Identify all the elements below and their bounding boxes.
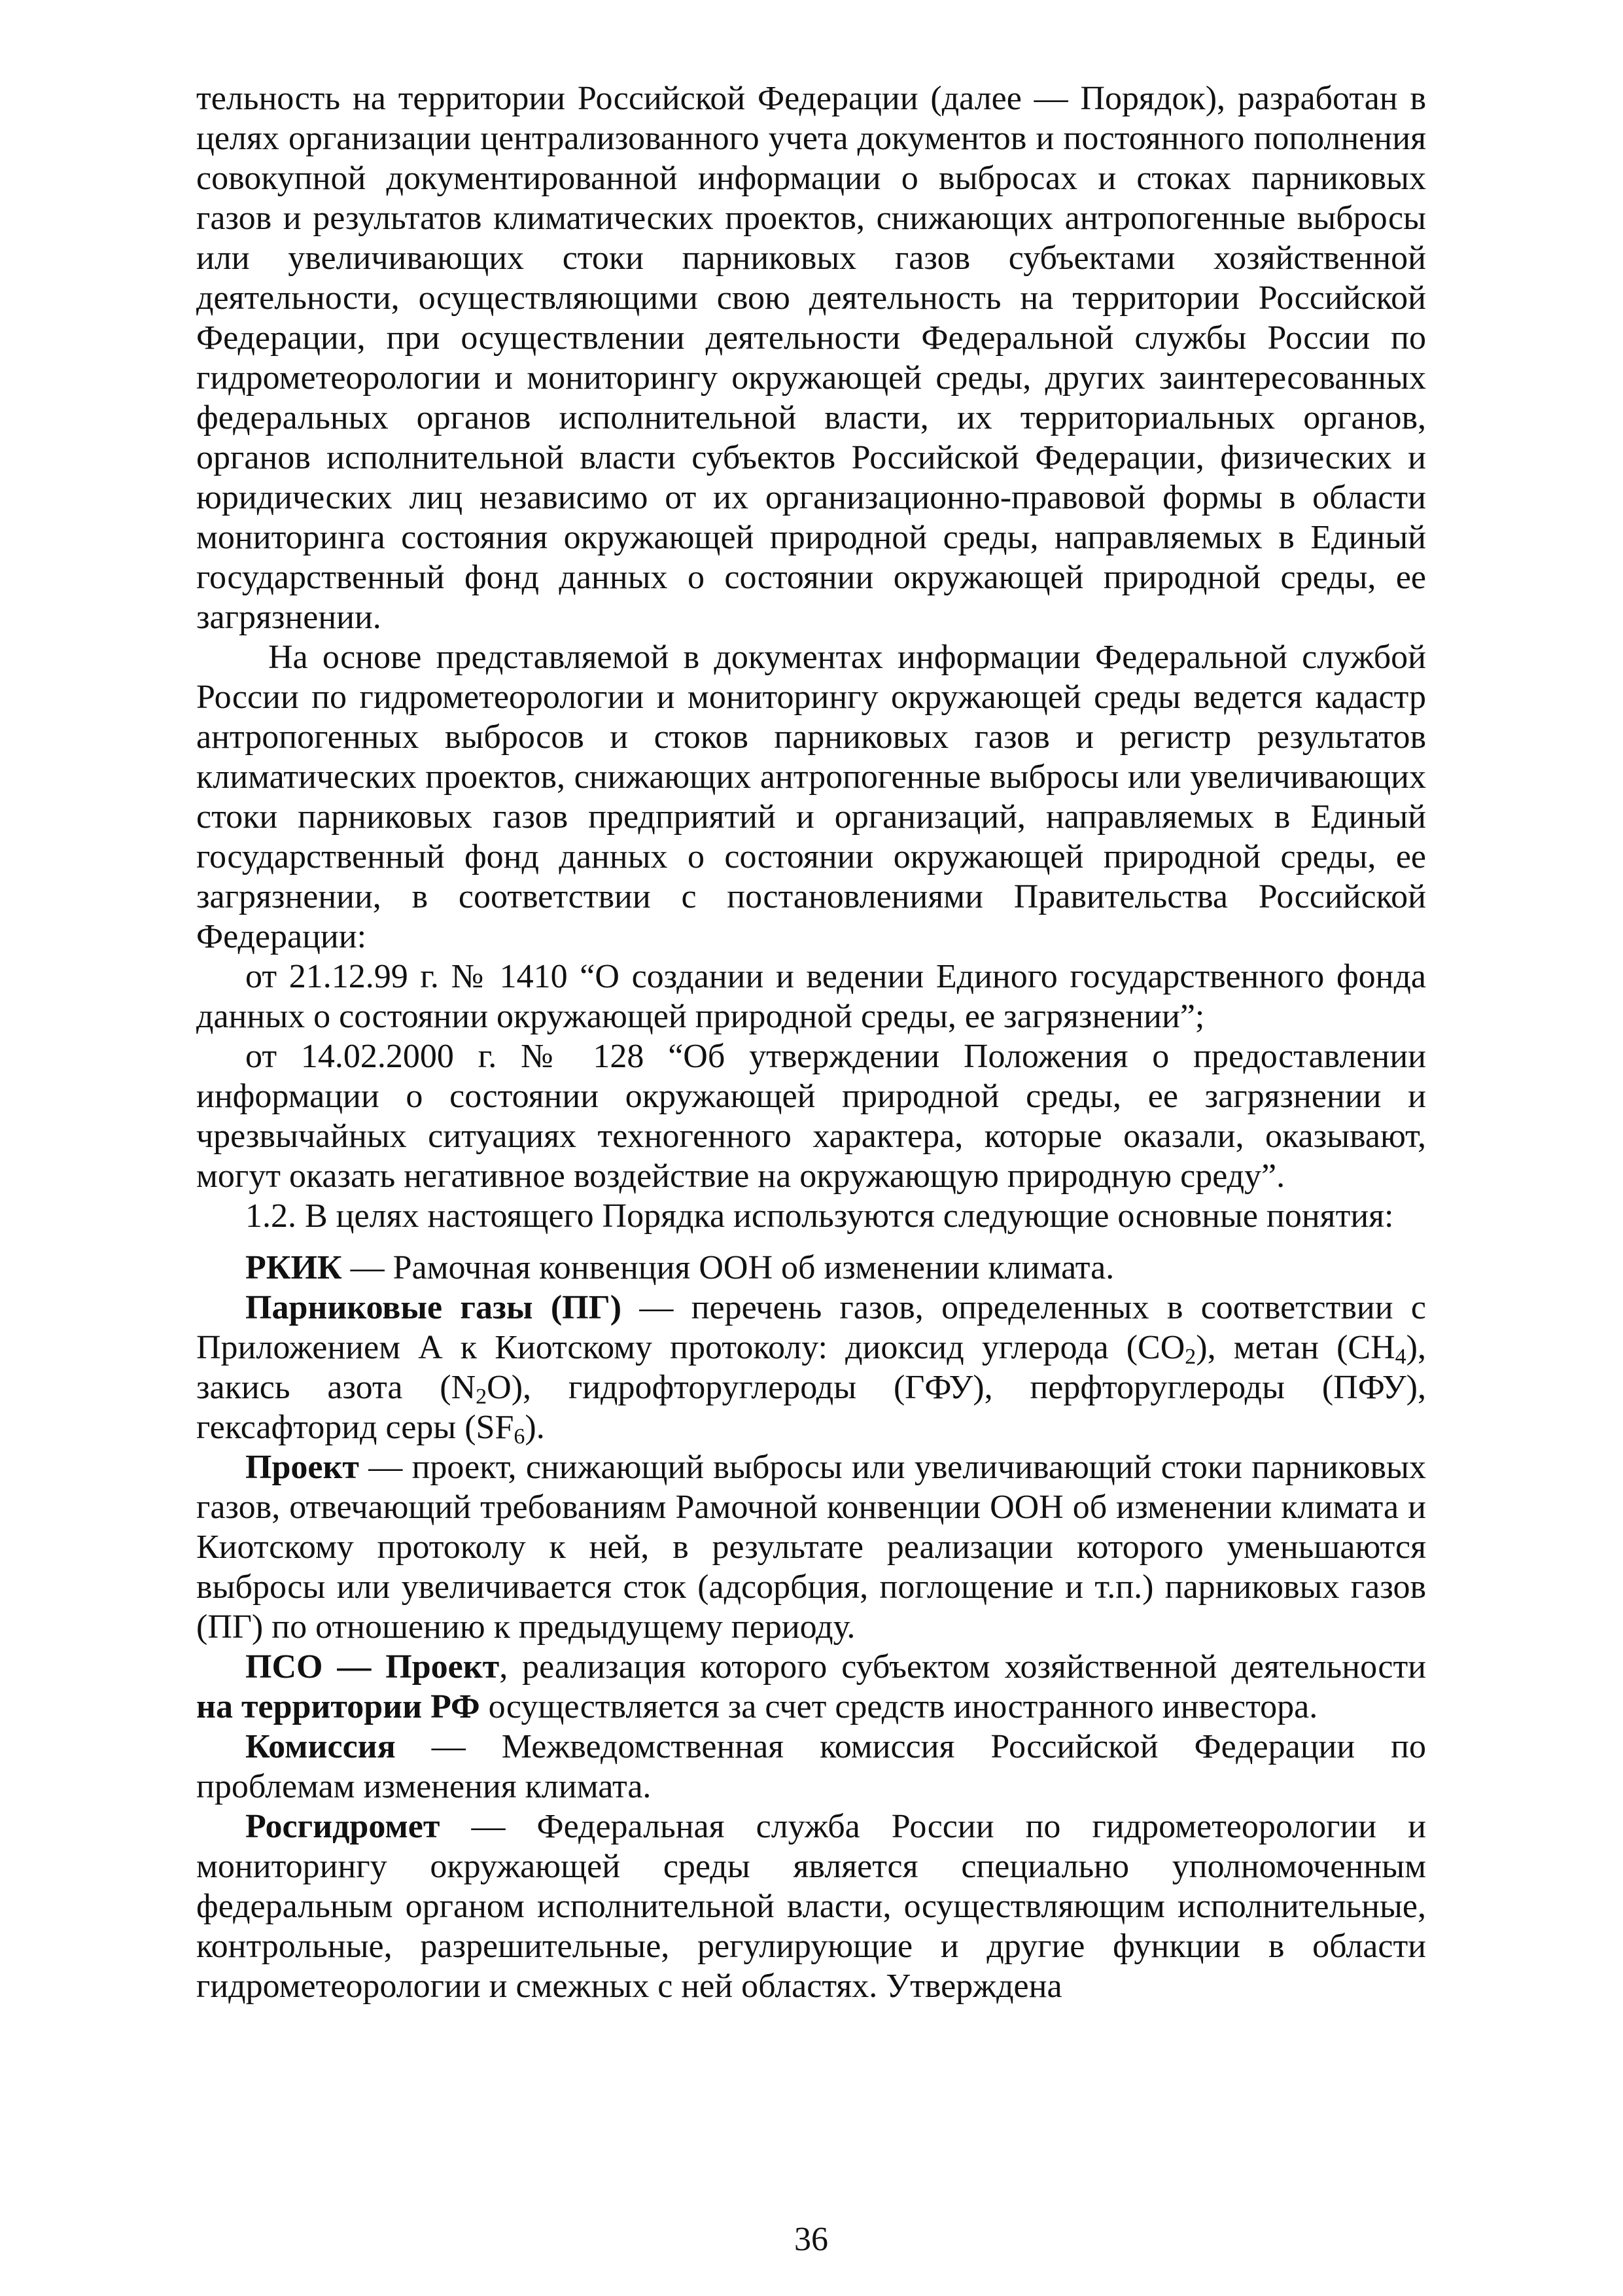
- definition-pg-text-1: — перечень газов, определенных в соответствии с Приложением А к Киотскому протоколу: диоксид углерода (CO: [196, 1289, 1426, 1366]
- term-pso: ПСО — Проект: [245, 1648, 500, 1686]
- paragraph-intro: тельность на территории Российской Федерации (далее — Порядок), разработан в целях организации централизованного учета документов и постоянного пополнения совокупной документированной информации о выбросах и стоках парниковых газов и результатов климатических проектов, снижающих антропогенные выбросы или увеличивающих стоки парниковых газов субъектами хозяйственной деятельности, осуществляющими свою деятельность на территории Российской Федерации, при осуществлении деятельности Федеральной службы России по гидрометеорологии и мониторингу окружающей среды, других заинтересованных федеральных органов исполнительной власти, их территориальных органов, органов исполнительной власти субъектов Российской Федерации, физических и юридических лиц независимо от их организационно-правовой формы в области мониторинга состояния окружающей природной среды, направляемых в Единый государственный фонд данных о состоянии окружающей природной среды, ее загрязнении.: [196, 80, 1426, 636]
- decree-1410: от 21.12.99 г. № 1410 “О создании и ведении Единого государственного фонда данных о состоянии окружающей природной среды, ее загрязнении”;: [196, 958, 1426, 1035]
- definition-pso-text-1: , реализация которого субъектом хозяйственной деятельности: [499, 1648, 1426, 1686]
- term-commission: Комиссия: [245, 1728, 396, 1765]
- definition-roshydromet-text: — Федеральная служба России по гидрометеорологии и мониторингу окружающей среды является специально уполномоченным федеральным органом исполнительной власти, осуществляющим исполнительные, контрольные, разрешительные, регулирующие и другие функции в области гидрометеорологии и смежных с ней областях. Утверждена: [196, 1808, 1426, 2005]
- definition-pg-text-2: ), метан (CH: [1196, 1329, 1395, 1366]
- term-greenhouse-gases: Парниковые газы (ПГ): [245, 1289, 622, 1326]
- page-number: 36: [794, 2221, 828, 2258]
- subscript-co2: 2: [1185, 1345, 1196, 1369]
- paragraph-basis: На основе представляемой в документах информации Федеральной службой России по гидрометеорологии и мониторингу окружающей среды ведется кадастр антропогенных выбросов и стоков парниковых газов и регистр результатов климатических проектов, снижающих антропогенные выбросы или увеличивающих стоки парниковых газов предприятий и организаций, направляемых в Единый государственный фонд данных о состоянии окружающей природной среды, ее загрязнении, в соответствии с постановлениями Правительства Российской Федерации:: [196, 639, 1426, 955]
- definition-pso: [196, 1647, 1426, 1727]
- subscript-n2o: 2: [476, 1385, 487, 1409]
- definition-pso-text-2: осуществляется за счет средств иностранного инвестора.: [480, 1688, 1318, 1725]
- definition-project-text: — проект, снижающий выбросы или увеличивающий стоки парниковых газов, отвечающий требованиям Рамочной конвенции ООН об изменении климата и Киотскому протоколу к ней, в результате реализации которого уменьшаются выбросы или увеличивается сток (адсорбция, поглощение и т.п.) парниковых газов (ПГ) по отношению к предыдущему периоду.: [196, 1449, 1426, 1646]
- term-project: Проект: [245, 1449, 359, 1486]
- subscript-sf6: 6: [514, 1424, 525, 1449]
- term-roshydromet: Росгидромет: [245, 1808, 440, 1845]
- definition-commission: [196, 1727, 1426, 1807]
- pso-territory-bold: на территории РФ: [196, 1688, 480, 1725]
- definition-roshydromet: [196, 1807, 1426, 2006]
- term-rkik: РКИК: [245, 1249, 342, 1286]
- definition-greenhouse-gases: [196, 1288, 1426, 1447]
- definition-rkik-text: — Рамочная конвенция ООН об изменении климата.: [341, 1249, 1115, 1286]
- decree-128: от 14.02.2000 г. № 128 “Об утверждении Положения о предоставлении информации о состоянии окружающей природной среды, ее загрязнении и чрезвычайных ситуациях техногенного характера, которые оказали, оказывают, могут оказать негативное воздействие на окружающую природную среду”.: [196, 1038, 1426, 1195]
- subscript-ch4: 4: [1395, 1345, 1406, 1369]
- section-1-2: 1.2. В целях настоящего Порядка используются следующие основные понятия:: [245, 1197, 1394, 1235]
- definition-pg-text-5: ).: [525, 1409, 545, 1446]
- definition-pg-text-4: O), гидрофторуглероды (ГФУ), перфторуглероды (ПФУ), гексафторид серы (SF: [196, 1369, 1426, 1446]
- document-page: [196, 79, 1426, 2277]
- definition-pg-text-3: ), закись азота (N: [196, 1329, 1426, 1406]
- definition-project: [196, 1447, 1426, 1647]
- definition-rkik: [196, 1248, 1426, 1288]
- definition-commission-text: — Межведомственная комиссия Российской Федерации по проблемам изменения климата.: [196, 1728, 1426, 1805]
